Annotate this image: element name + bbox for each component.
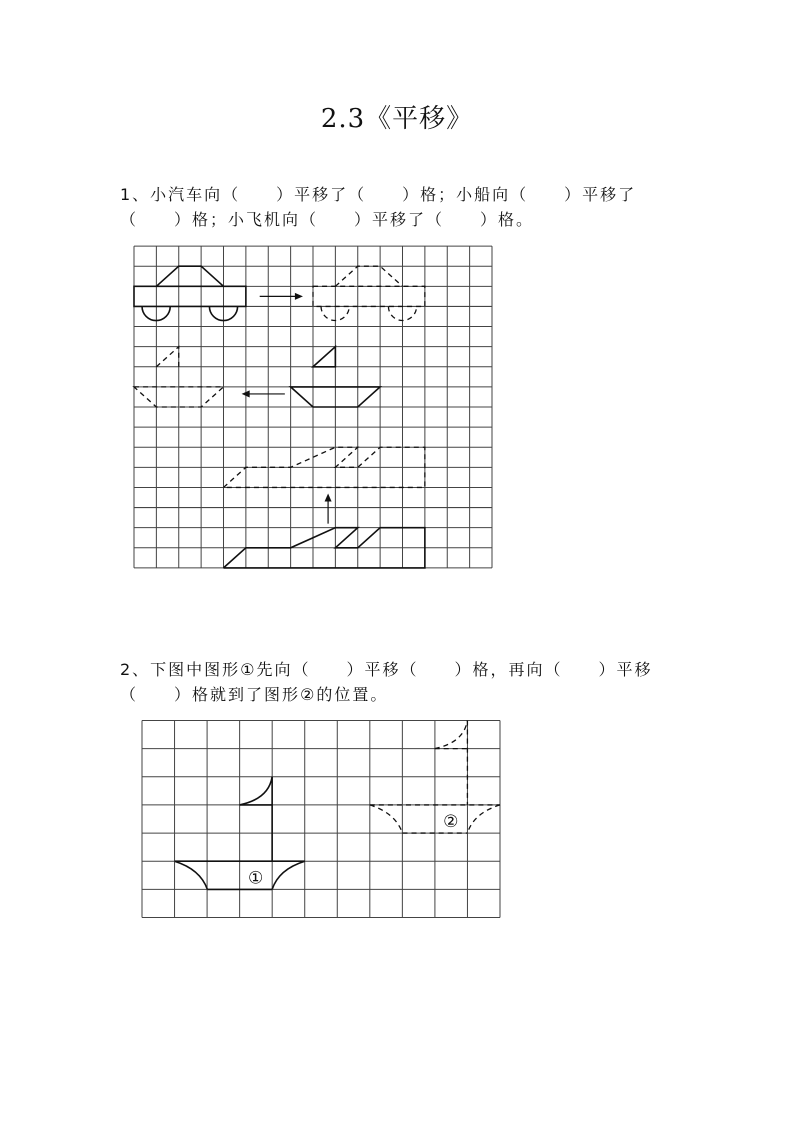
- shape-1-label: ①: [247, 868, 264, 889]
- page-title: 2.3《平移》: [320, 104, 474, 134]
- translation-grid-1: [134, 245, 492, 569]
- arrow-left-icon: [242, 390, 285, 397]
- question-1: [120, 182, 690, 232]
- car-translated: [313, 266, 425, 320]
- question-2-line-1: 2、下图中图形①先向（ ）平移（ ）格，再向（ ）平移: [120, 660, 653, 679]
- shape-2-label: ②: [443, 812, 459, 833]
- question-1-line-1: 1、小汽车向（ ）平移了（ ）格；小船向（ ）平移了: [120, 185, 637, 204]
- arrow-up-icon: [325, 493, 332, 523]
- question-2-line-2: （ ）格就到了图形②的位置。: [120, 685, 389, 704]
- question-1-line-2: （ ）格；小飞机向（ ）平移了（ ）格。: [120, 210, 535, 229]
- arrow-right-icon: [260, 293, 303, 300]
- car-original: [134, 266, 246, 320]
- question-2: [120, 657, 690, 707]
- translation-grid-2: [142, 720, 500, 918]
